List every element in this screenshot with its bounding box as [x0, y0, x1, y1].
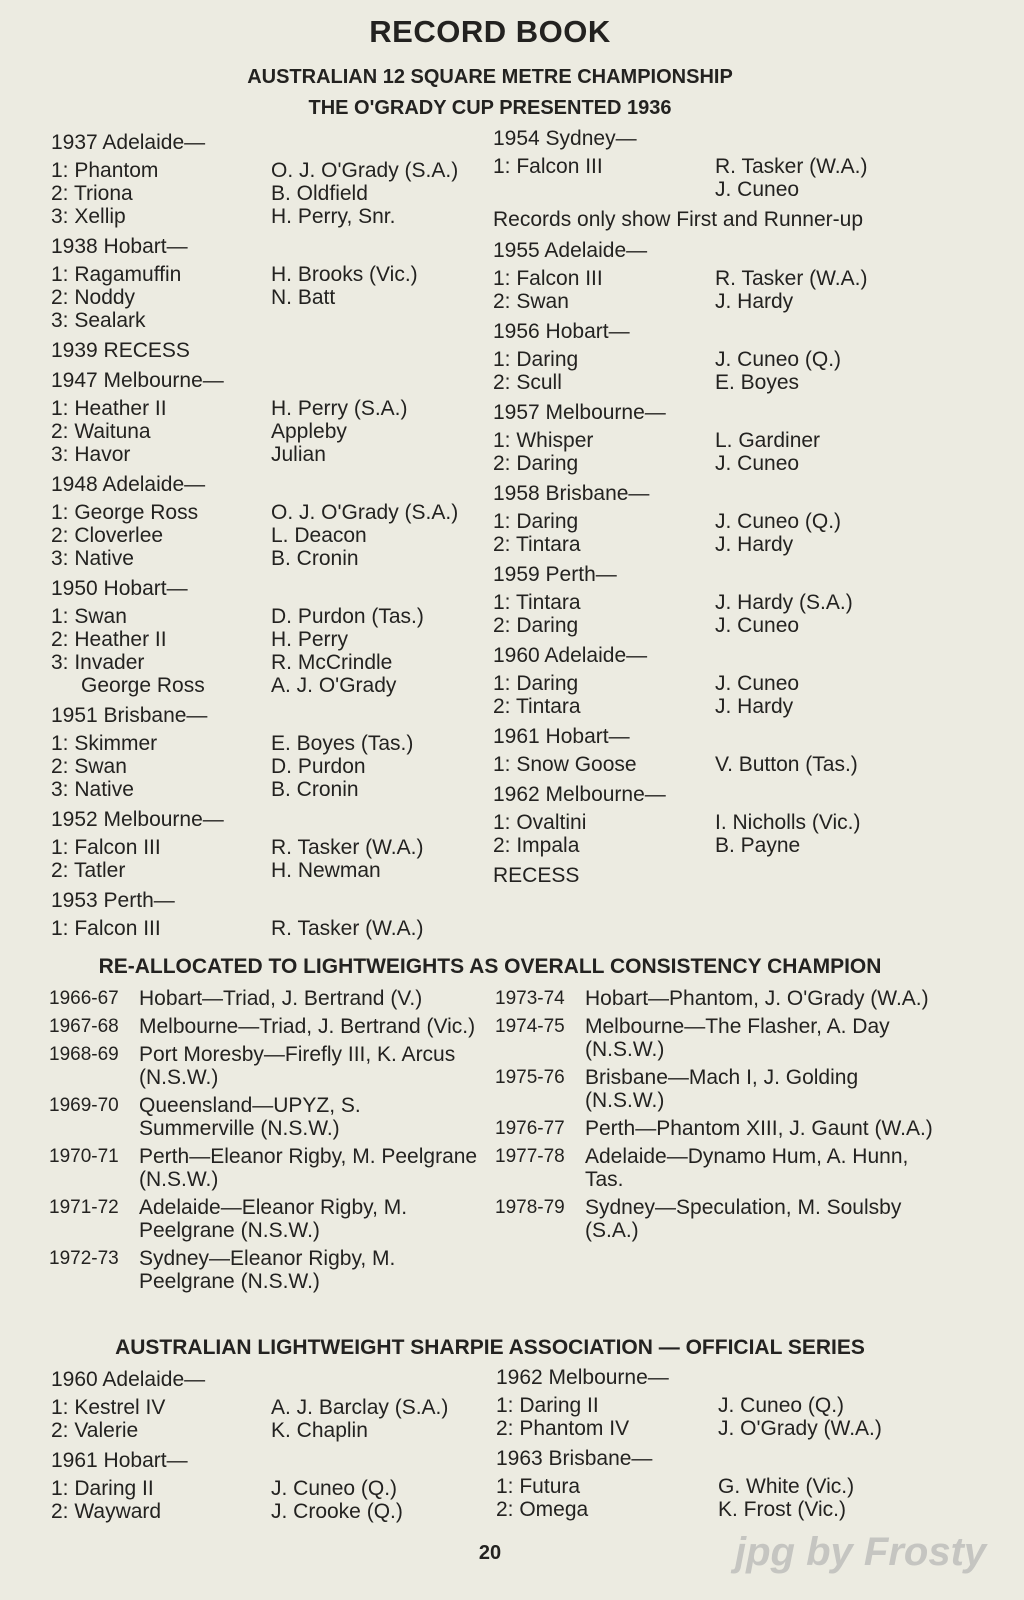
event-heading: 1947 Melbourne— [51, 369, 224, 392]
skipper-name: J. Cuneo [715, 178, 800, 201]
result-row [493, 371, 973, 394]
event-heading: 1953 Perth— [51, 889, 175, 912]
event-block [51, 1449, 491, 1523]
event-heading: 1937 Adelaide— [51, 131, 206, 154]
series-result: Hobart—Phantom, J. O'Grady (W.A.) [585, 987, 929, 1010]
event-block [496, 1447, 936, 1521]
series-entry [495, 1196, 935, 1242]
skipper-name: K. Frost (Vic.) [718, 1498, 846, 1521]
series-result: Brisbane—Mach I, J. Golding (N.S.W.) [585, 1066, 859, 1112]
skipper-name: V. Button (Tas.) [715, 753, 858, 776]
event-block [493, 401, 973, 475]
series-entry [495, 1145, 935, 1191]
sharpie-column-left [51, 1368, 491, 1530]
series-result: Melbourne—The Flasher, A. Day (N.S.W.) [585, 1015, 890, 1061]
boat-name: 1: George Ross [51, 501, 199, 524]
result-row [51, 755, 491, 778]
series-entry [495, 1015, 935, 1061]
result-row [51, 674, 491, 697]
result-row [493, 429, 973, 452]
result-row [496, 1417, 936, 1440]
event-heading: 1960 Adelaide— [51, 1368, 206, 1391]
results-column-left [51, 131, 491, 947]
skipper-name: J. Cuneo (Q.) [715, 348, 842, 371]
note-text: Records only show First and Runner-up [493, 208, 864, 231]
skipper-name: R. Tasker (W.A.) [715, 267, 868, 290]
skipper-name: J. Hardy (S.A.) [715, 591, 853, 614]
skipper-name: J. Crooke (Q.) [271, 1500, 403, 1523]
event-block [51, 889, 491, 940]
result-row [51, 836, 491, 859]
result-row [51, 309, 491, 332]
page-number: 20 [478, 1542, 502, 1564]
result-row [496, 1394, 936, 1417]
boat-name: 3: Native [51, 778, 134, 801]
series-result: Melbourne—Triad, J. Bertrand (Vic.) [139, 1015, 476, 1038]
event-heading: 1962 Melbourne— [493, 783, 666, 806]
sharpie-heading: AUSTRALIAN LIGHTWEIGHT SHARPIE ASSOCIATION — OFFICIAL SERIES [115, 1336, 865, 1359]
series-entry [49, 987, 479, 1010]
event-block [51, 339, 491, 362]
boat-name: 2: Tatler [51, 859, 126, 882]
skipper-name: J. Hardy [715, 290, 794, 313]
boat-name: 2: Swan [493, 290, 569, 313]
boat-name: 1: Snow Goose [493, 753, 637, 776]
skipper-name: H. Brooks (Vic.) [271, 263, 418, 286]
boat-name: 1: Tintara [493, 591, 581, 614]
skipper-name: E. Boyes [715, 371, 800, 394]
season-year: 1976-77 [495, 1118, 565, 1139]
result-row [51, 501, 491, 524]
result-row [51, 778, 491, 801]
result-row [51, 286, 491, 309]
boat-name: 1: Heather II [51, 397, 167, 420]
event-heading: 1961 Hobart— [493, 725, 630, 748]
skipper-name: E. Boyes (Tas.) [271, 732, 414, 755]
series-result: Sydney—Eleanor Rigby, M. Peelgrane (N.S.W.) [139, 1247, 396, 1293]
boat-name: 3: Havor [51, 443, 131, 466]
skipper-name: D. Purdon (Tas.) [271, 605, 424, 628]
result-row [493, 614, 973, 637]
event-heading: 1951 Brisbane— [51, 704, 208, 727]
page-title: RECORD BOOK [369, 14, 611, 49]
skipper-name: G. White (Vic.) [718, 1475, 855, 1498]
result-row [51, 605, 491, 628]
result-row [51, 205, 491, 228]
event-heading: 1955 Adelaide— [493, 239, 648, 262]
boat-name: 3: Native [51, 547, 134, 570]
skipper-name: D. Purdon [271, 755, 366, 778]
result-row [493, 290, 973, 313]
boat-name: George Ross [81, 674, 205, 697]
skipper-name: R. Tasker (W.A.) [271, 917, 424, 940]
boat-name: 1: Daring II [51, 1477, 154, 1500]
skipper-name: J. Cuneo (Q.) [718, 1394, 845, 1417]
skipper-name: J. Cuneo [715, 672, 800, 695]
boat-name: 2: Waituna [51, 420, 151, 443]
skipper-name: J. Cuneo [715, 614, 800, 637]
season-year: 1971-72 [49, 1197, 119, 1218]
event-block [51, 131, 491, 228]
event-heading: 1956 Hobart— [493, 320, 630, 343]
series-result: Perth—Phantom XIII, J. Gaunt (W.A.) [585, 1117, 933, 1140]
skipper-name: Julian [271, 443, 326, 466]
boat-name: 2: Impala [493, 834, 580, 857]
cup-subtitle: THE O'GRADY CUP PRESENTED 1936 [308, 97, 672, 119]
result-row [493, 452, 973, 475]
result-row [493, 591, 973, 614]
series-entry [495, 987, 935, 1010]
series-entry [49, 1145, 479, 1191]
boat-name: 1: Falcon III [493, 267, 603, 290]
result-row [51, 263, 491, 286]
event-block [493, 239, 973, 313]
season-year: 1973-74 [495, 988, 565, 1009]
result-row [496, 1498, 936, 1521]
event-block [493, 320, 973, 394]
boat-name: 1: Daring [493, 348, 579, 371]
boat-name: 2: Tintara [493, 695, 581, 718]
result-row [493, 834, 973, 857]
series-result: Sydney—Speculation, M. Soulsby (S.A.) [585, 1196, 902, 1242]
season-year: 1966-67 [49, 988, 119, 1009]
skipper-name: L. Gardiner [715, 429, 821, 452]
skipper-name: A. J. Barclay (S.A.) [271, 1396, 449, 1419]
result-row [51, 443, 491, 466]
skipper-name: Appleby [271, 420, 347, 443]
result-row [51, 859, 491, 882]
event-heading: 1959 Perth— [493, 563, 617, 586]
boat-name: 1: Ovaltini [493, 811, 587, 834]
season-year: 1978-79 [495, 1197, 565, 1218]
event-heading: 1958 Brisbane— [493, 482, 650, 505]
series-result: Adelaide—Eleanor Rigby, M. Peelgrane (N.S.W.) [139, 1196, 408, 1242]
skipper-name: J. Cuneo (Q.) [271, 1477, 398, 1500]
boat-name: 3: Sealark [51, 309, 146, 332]
skipper-name: R. McCrindle [271, 651, 393, 674]
skipper-name: B. Oldfield [271, 182, 368, 205]
skipper-name: O. J. O'Grady (S.A.) [271, 501, 459, 524]
skipper-name: J. Cuneo [715, 452, 800, 475]
result-row [493, 533, 973, 556]
boat-name: 2: Valerie [51, 1419, 139, 1442]
skipper-name: J. Cuneo (Q.) [715, 510, 842, 533]
boat-name: 2: Wayward [51, 1500, 162, 1523]
result-row [51, 1500, 491, 1523]
event-block [493, 563, 973, 637]
event-block [493, 127, 973, 201]
skipper-name: B. Payne [715, 834, 801, 857]
lightweights-list-right [495, 987, 935, 1247]
event-block [51, 704, 491, 801]
event-block [51, 577, 491, 697]
boat-name: 1: Falcon III [51, 836, 161, 859]
championship-title: AUSTRALIAN 12 SQUARE METRE CHAMPIONSHIP [247, 66, 733, 88]
result-row [51, 420, 491, 443]
skipper-name: R. Tasker (W.A.) [715, 155, 868, 178]
event-heading: 1957 Melbourne— [493, 401, 666, 424]
boat-name: 2: Heather II [51, 628, 167, 651]
event-heading: 1963 Brisbane— [496, 1447, 653, 1470]
skipper-name: H. Perry, Snr. [271, 205, 396, 228]
event-heading: 1960 Adelaide— [493, 644, 648, 667]
result-row [493, 510, 973, 533]
boat-name: 1: Ragamuffin [51, 263, 182, 286]
event-block [51, 369, 491, 466]
boat-name: 3: Xellip [51, 205, 126, 228]
series-result: Perth—Eleanor Rigby, M. Peelgrane (N.S.W.) [139, 1145, 478, 1191]
result-row [51, 1396, 491, 1419]
series-result: Hobart—Triad, J. Bertrand (V.) [139, 987, 423, 1010]
sharpie-column-right [496, 1366, 936, 1528]
result-row [493, 695, 973, 718]
boat-name: 1: Falcon III [493, 155, 603, 178]
boat-name: 1: Daring [493, 510, 579, 533]
event-block [51, 1368, 491, 1442]
event-block [51, 473, 491, 570]
event-heading: 1948 Adelaide— [51, 473, 206, 496]
result-row [496, 1475, 936, 1498]
result-row [493, 811, 973, 834]
boat-name: 1: Whisper [493, 429, 594, 452]
boat-name: 1: Swan [51, 605, 127, 628]
event-heading: 1954 Sydney— [493, 127, 637, 150]
result-row [51, 547, 491, 570]
boat-name: 1: Kestrel IV [51, 1396, 166, 1419]
season-year: 1968-69 [49, 1044, 119, 1065]
skipper-name: H. Newman [271, 859, 381, 882]
skipper-name: O. J. O'Grady (S.A.) [271, 159, 459, 182]
skipper-name: J. O'Grady (W.A.) [718, 1417, 882, 1440]
boat-name: 1: Daring [493, 672, 579, 695]
season-year: 1970-71 [49, 1146, 119, 1167]
event-block [493, 725, 973, 776]
series-entry [49, 1196, 479, 1242]
boat-name: 2: Cloverlee [51, 524, 164, 547]
series-result: Queensland—UPYZ, S. Summerville (N.S.W.) [139, 1094, 361, 1140]
series-entry [495, 1066, 935, 1112]
season-year: 1969-70 [49, 1095, 119, 1116]
boat-name: 3: Invader [51, 651, 145, 674]
result-row [493, 267, 973, 290]
note-block [493, 208, 973, 231]
result-row [51, 651, 491, 674]
result-row [493, 348, 973, 371]
results-column-right [493, 127, 973, 895]
event-heading: 1939 RECESS [51, 339, 190, 362]
series-entry [49, 1015, 479, 1038]
result-row [493, 753, 973, 776]
result-row [493, 155, 973, 178]
result-row [51, 397, 491, 420]
series-result: Adelaide—Dynamo Hum, A. Hunn, Tas. [585, 1145, 909, 1191]
note-block [493, 864, 973, 887]
event-block [51, 808, 491, 882]
boat-name: 2: Daring [493, 452, 579, 475]
note-text: RECESS [493, 864, 580, 887]
boat-name: 2: Tintara [493, 533, 581, 556]
skipper-name: J. Hardy [715, 695, 794, 718]
boat-name: 1: Falcon III [51, 917, 161, 940]
lightweights-heading: RE-ALLOCATED TO LIGHTWEIGHTS AS OVERALL CONSISTENCY CHAMPION [98, 955, 882, 978]
result-row [51, 1477, 491, 1500]
series-entry [495, 1117, 935, 1140]
skipper-name: H. Perry (S.A.) [271, 397, 408, 420]
skipper-name: B. Cronin [271, 547, 359, 570]
result-row [51, 524, 491, 547]
result-row [51, 1419, 491, 1442]
event-block [496, 1366, 936, 1440]
result-row [51, 159, 491, 182]
skipper-name: N. Batt [271, 286, 336, 309]
result-row [51, 628, 491, 651]
skipper-name: A. J. O'Grady [271, 674, 397, 697]
event-block [493, 644, 973, 718]
result-row [493, 178, 973, 201]
event-heading: 1950 Hobart— [51, 577, 188, 600]
result-row [51, 917, 491, 940]
skipper-name: I. Nicholls (Vic.) [715, 811, 861, 834]
boat-name: 1: Skimmer [51, 732, 158, 755]
event-block [493, 482, 973, 556]
boat-name: 2: Swan [51, 755, 127, 778]
event-heading: 1962 Melbourne— [496, 1366, 669, 1389]
skipper-name: H. Perry [271, 628, 349, 651]
event-heading: 1952 Melbourne— [51, 808, 224, 831]
event-block [493, 783, 973, 857]
boat-name: 2: Scull [493, 371, 562, 394]
event-heading: 1938 Hobart— [51, 235, 188, 258]
boat-name: 2: Daring [493, 614, 579, 637]
boat-name: 2: Noddy [51, 286, 136, 309]
series-entry [49, 1094, 479, 1140]
result-row [51, 182, 491, 205]
season-year: 1977-78 [495, 1146, 565, 1167]
boat-name: 2: Phantom IV [496, 1417, 630, 1440]
series-entry [49, 1247, 479, 1293]
skipper-name: B. Cronin [271, 778, 359, 801]
season-year: 1967-68 [49, 1016, 119, 1037]
watermark-credit: jpg by Frosty [735, 1530, 987, 1574]
series-entry [49, 1043, 479, 1089]
skipper-name: K. Chaplin [271, 1419, 368, 1442]
boat-name: 2: Omega [496, 1498, 589, 1521]
boat-name: 1: Futura [496, 1475, 581, 1498]
event-heading: 1961 Hobart— [51, 1449, 188, 1472]
series-result: Port Moresby—Firefly III, K. Arcus (N.S.W.) [139, 1043, 456, 1089]
skipper-name: J. Hardy [715, 533, 794, 556]
result-row [51, 732, 491, 755]
event-block [51, 235, 491, 332]
season-year: 1975-76 [495, 1067, 565, 1088]
boat-name: 1: Daring II [496, 1394, 599, 1417]
season-year: 1972-73 [49, 1248, 119, 1269]
skipper-name: L. Deacon [271, 524, 367, 547]
lightweights-list-left [49, 987, 479, 1298]
result-row [493, 672, 973, 695]
skipper-name: R. Tasker (W.A.) [271, 836, 424, 859]
boat-name: 1: Phantom [51, 159, 159, 182]
boat-name: 2: Triona [51, 182, 133, 205]
season-year: 1974-75 [495, 1016, 565, 1037]
